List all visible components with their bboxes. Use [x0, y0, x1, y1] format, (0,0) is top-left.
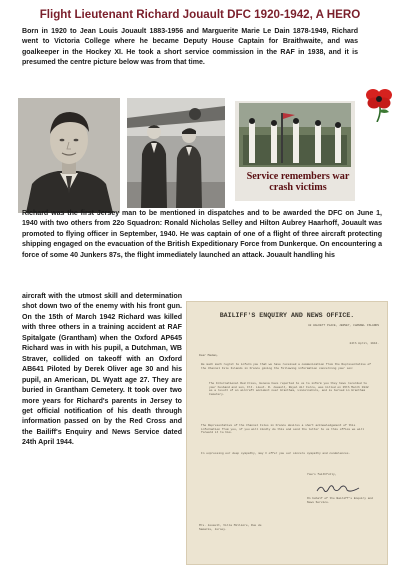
- service-paragraph: Richard was the first Jersey man to be mentioned in dispatches and to be awarded the DFC on June 1, 1940 with two others from 22o Squadron: Ronald Nicholas Selley and Hilton Aubrey Haarhoff, Jouault was promoted to flying officer in September, 1940. He was captain of one of a flight of three aircraft protecting shipping engaged on the evacuation of the British Expeditionary Force from Dunkerque. On encountering a force of some 40 Junkers 87s, the flight immediately launched an attack. Jouault handling his: [22, 210, 382, 259]
- death-paragraph: aircraft with the utmost skill and determination shot down two of the enemy with his front gun. On the 15th of March 1942 Richard was killed with three others in a training accident at RAF Spitalgate (Grantham) when the Oxford AP645 Richard was in with his pupil, a Dutchman, WB Straver, collided on takeoff with an Oxford AB641 Piloted by Derek Oliver age 30 and his pupil, an American, DL Wyatt age 27. They are buried in Grantham Cemetery. It took over two more years for Richard's parents in Jersey to get official notification of his death through information passed on by the Red Cross and the Bailiff's Enquiry and News Service dated 24th April 1944.: [22, 293, 182, 447]
- portrait-photo: [18, 98, 120, 213]
- intro-paragraph: Born in 1920 to Jean Louis Jouault 1883-1956 and Marguerite Marie Le Dain 1878-1949, Richard went to Victoria College where he became Deputy House Captain for Braithwaite, and was goalkeeper in the Hockey XI. He took a short service commission in the RAF in 1938, and it is presumed the centre picture below was from that time.: [22, 28, 358, 67]
- bailiff-letter: [187, 302, 387, 564]
- letter-date: 24th April, 1944.: [349, 342, 379, 345]
- clipping-headline: Service remembers war crash victims: [246, 171, 350, 193]
- handwritten-signature: [315, 483, 361, 495]
- letter-body-4: In expressing our deep sympathy, may I offer you our sincere sympathy and condolences.: [201, 452, 351, 455]
- letter-body-2: The International Red Cross, Geneva have reported to us to inform you they have recorded to your husband and son, Flt. Lieut. R. Jouault, Royal Air Force, was killed on 15th March 1942 as a result of an aircraft accident near Grantham, Lincolnshire, and is buried in Grantham Cemetery.: [209, 382, 369, 396]
- letter-body-1: We much much regret to inform you that we have received a communication from the Representative of the Channel Isle Islands in France giving the following information concerning your son:: [201, 363, 371, 370]
- airmen-photo: [127, 98, 225, 208]
- letter-closing: Yours faithfully,: [307, 473, 337, 476]
- letter-body-3: The Representative of the Channel Isles in France desires a short acknowledgement of this information from you, if you will kindly do this and send the letter to us this office we will forward it to him.: [201, 424, 365, 435]
- letter-salutation: Dear Madam,: [199, 354, 219, 357]
- poppy-icon: [364, 84, 394, 122]
- page-title: Flight Lieutenant Richard Jouault DFC 1920-1942, A HERO: [39, 8, 361, 21]
- letter-address: 42 HALKETT PLACE, JERSEY, CHANNEL ISLANDS: [307, 324, 379, 327]
- letter-heading: BAILIFF'S ENQUIRY AND NEWS OFFICE.: [219, 312, 355, 319]
- letter-signoff: On behalf of the Bailiff's Enquiry and News Service.: [307, 497, 373, 504]
- letter-recipient: Mrs. Jouault, Villa Millière, Rue de Samarès, Jersey.: [199, 524, 262, 531]
